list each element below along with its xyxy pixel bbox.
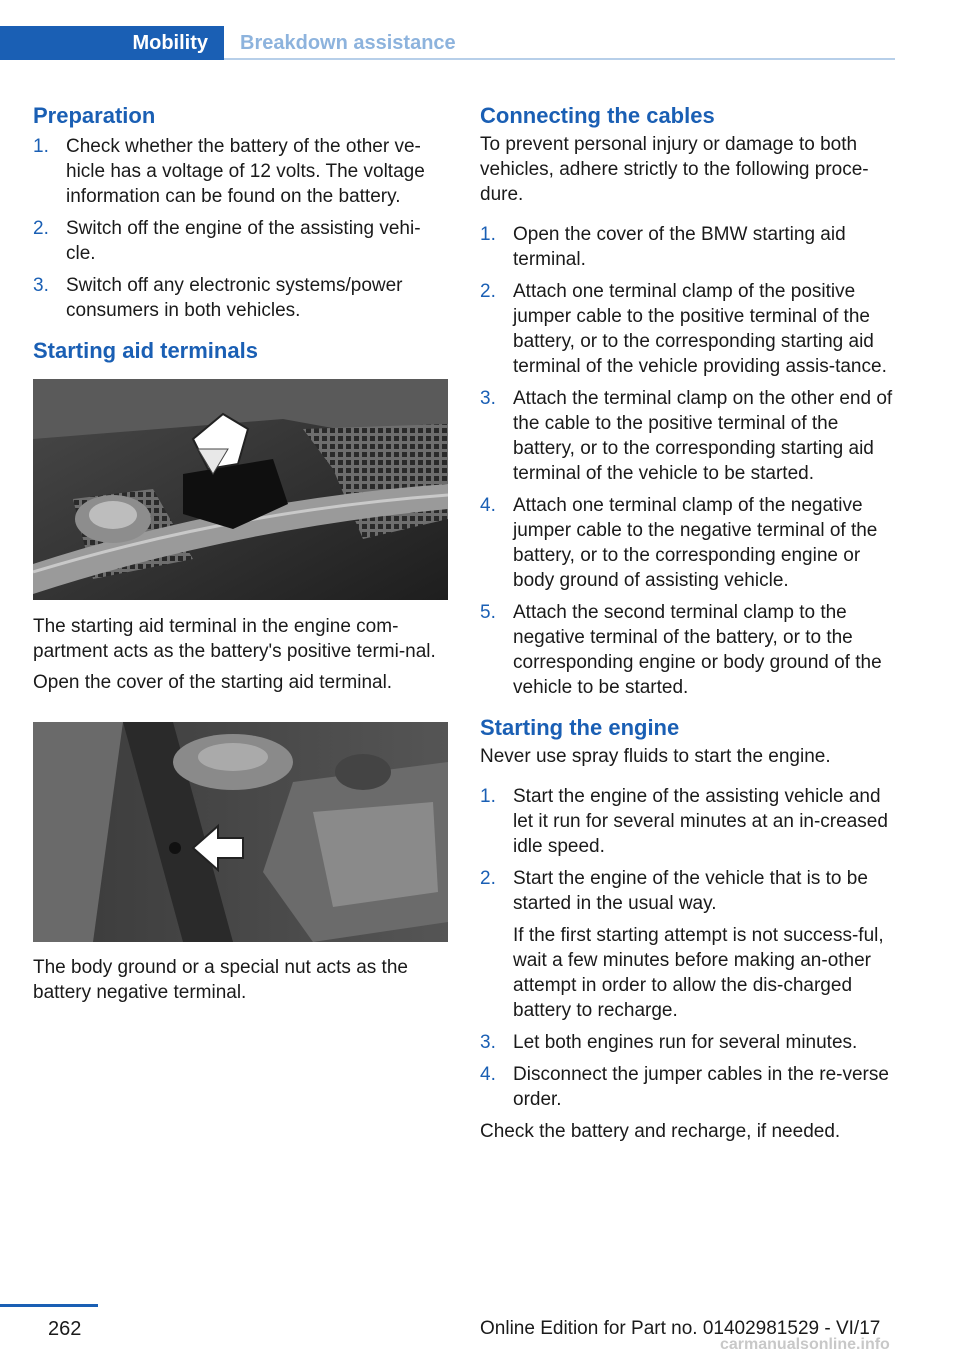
left-column bbox=[33, 100, 448, 1005]
list-item bbox=[480, 386, 895, 486]
step-number: 3. bbox=[480, 388, 496, 409]
step-text: Attach the second terminal clamp to the negative terminal of the battery, or to the corresponding engine or body ground of the vehicle to be started. bbox=[513, 602, 882, 698]
list-item bbox=[480, 866, 895, 1023]
header-divider bbox=[224, 58, 895, 60]
tab-breakdown-assistance[interactable]: Breakdown assistance bbox=[240, 32, 456, 54]
step-text: Start the engine of the assisting vehicle and let it run for several minutes at an in‐creased idle speed. bbox=[513, 786, 888, 857]
engine-bay-illustration bbox=[33, 379, 448, 600]
preparation-list bbox=[33, 134, 448, 323]
step-text: Attach the terminal clamp on the other end of the cable to the positive terminal of the battery, or to the corresponding starting aid terminal of the vehicle to be started. bbox=[513, 388, 893, 484]
list-item bbox=[480, 600, 895, 700]
engine-compartment-photo-positive-terminal bbox=[33, 379, 448, 600]
step-number: 4. bbox=[480, 1064, 496, 1085]
step-text: Switch off any electronic systems/power consumers in both vehicles. bbox=[66, 275, 403, 321]
negative-terminal-paragraph: The body ground or a special nut acts as the battery negative terminal. bbox=[33, 957, 408, 1003]
connecting-cables-heading: Connecting the cables bbox=[480, 103, 715, 128]
footer-accent-line bbox=[0, 1304, 98, 1307]
step-text: Attach one terminal clamp of the positive jumper cable to the positive terminal of the battery, or to the corresponding starting aid terminal of the vehicle providing assis‐tance. bbox=[513, 281, 887, 377]
step-text: Switch off the engine of the assisting vehi‐cle. bbox=[66, 218, 421, 264]
step-number: 5. bbox=[480, 602, 496, 623]
cables-intro-paragraph: To prevent personal injury or damage to both vehicles, adhere strictly to the following proce‐dure. bbox=[480, 134, 869, 205]
starting-engine-heading: Starting the engine bbox=[480, 715, 680, 740]
step-number: 1. bbox=[480, 786, 496, 807]
engine-steps-list bbox=[480, 784, 895, 1112]
open-cover-paragraph: Open the cover of the starting aid terminal. bbox=[33, 672, 393, 693]
step-number: 2. bbox=[480, 281, 496, 302]
step-text: Open the cover of the BMW starting aid terminal. bbox=[513, 224, 846, 270]
list-item bbox=[480, 1030, 895, 1055]
page-number: 262 bbox=[48, 1318, 82, 1340]
right-column bbox=[480, 100, 895, 1144]
list-item bbox=[33, 273, 448, 323]
header-tabbar bbox=[0, 26, 895, 62]
step-number: 3. bbox=[480, 1032, 496, 1053]
step-text: Attach one terminal clamp of the negative jumper cable to the negative terminal of the battery, or to the corresponding engine or body ground of assisting vehicle. bbox=[513, 495, 878, 591]
step-number: 2. bbox=[33, 218, 49, 239]
tab-mobility[interactable]: Mobility bbox=[0, 26, 224, 60]
list-item bbox=[480, 493, 895, 593]
step-text: Start the engine of the vehicle that is to be started in the usual way. bbox=[513, 868, 868, 914]
step-text: Disconnect the jumper cables in the re‐verse order. bbox=[513, 1064, 889, 1110]
list-item bbox=[480, 1062, 895, 1112]
positive-terminal-paragraph: The starting aid terminal in the engine com‐partment acts as the battery's positive termi‐nal. bbox=[33, 616, 436, 662]
step-number: 1. bbox=[33, 136, 49, 157]
step-text: Check whether the battery of the other ve‐hicle has a voltage of 12 volts. The voltage information can be found on the battery. bbox=[66, 136, 425, 207]
step-subtext: If the first starting attempt is not success‐ful, wait a few minutes before making an‐other attempt in order to allow the dis‐charged battery to recharge. bbox=[513, 925, 884, 1021]
preparation-heading: Preparation bbox=[33, 103, 156, 128]
step-number: 2. bbox=[480, 868, 496, 889]
engine-intro-paragraph: Never use spray fluids to start the engine. bbox=[480, 746, 831, 767]
step-number: 1. bbox=[480, 224, 496, 245]
edition-info: Online Edition for Part no. 01402981529 - VI/17 bbox=[480, 1318, 881, 1339]
list-item bbox=[33, 134, 448, 209]
list-item bbox=[33, 216, 448, 266]
list-item bbox=[480, 784, 895, 859]
step-number: 3. bbox=[33, 275, 49, 296]
step-number: 4. bbox=[480, 495, 496, 516]
step-text: Let both engines run for several minutes. bbox=[513, 1032, 858, 1053]
starting-aid-terminals-heading: Starting aid terminals bbox=[33, 338, 258, 363]
closing-paragraph: Check the battery and recharge, if needed. bbox=[480, 1121, 841, 1142]
engine-compartment-photo-ground-terminal bbox=[33, 722, 448, 942]
list-item bbox=[480, 222, 895, 272]
list-item bbox=[480, 279, 895, 379]
watermark: carmanualsonline.info bbox=[720, 1336, 890, 1353]
cable-steps-list bbox=[480, 222, 895, 700]
body-ground-illustration bbox=[33, 722, 448, 942]
